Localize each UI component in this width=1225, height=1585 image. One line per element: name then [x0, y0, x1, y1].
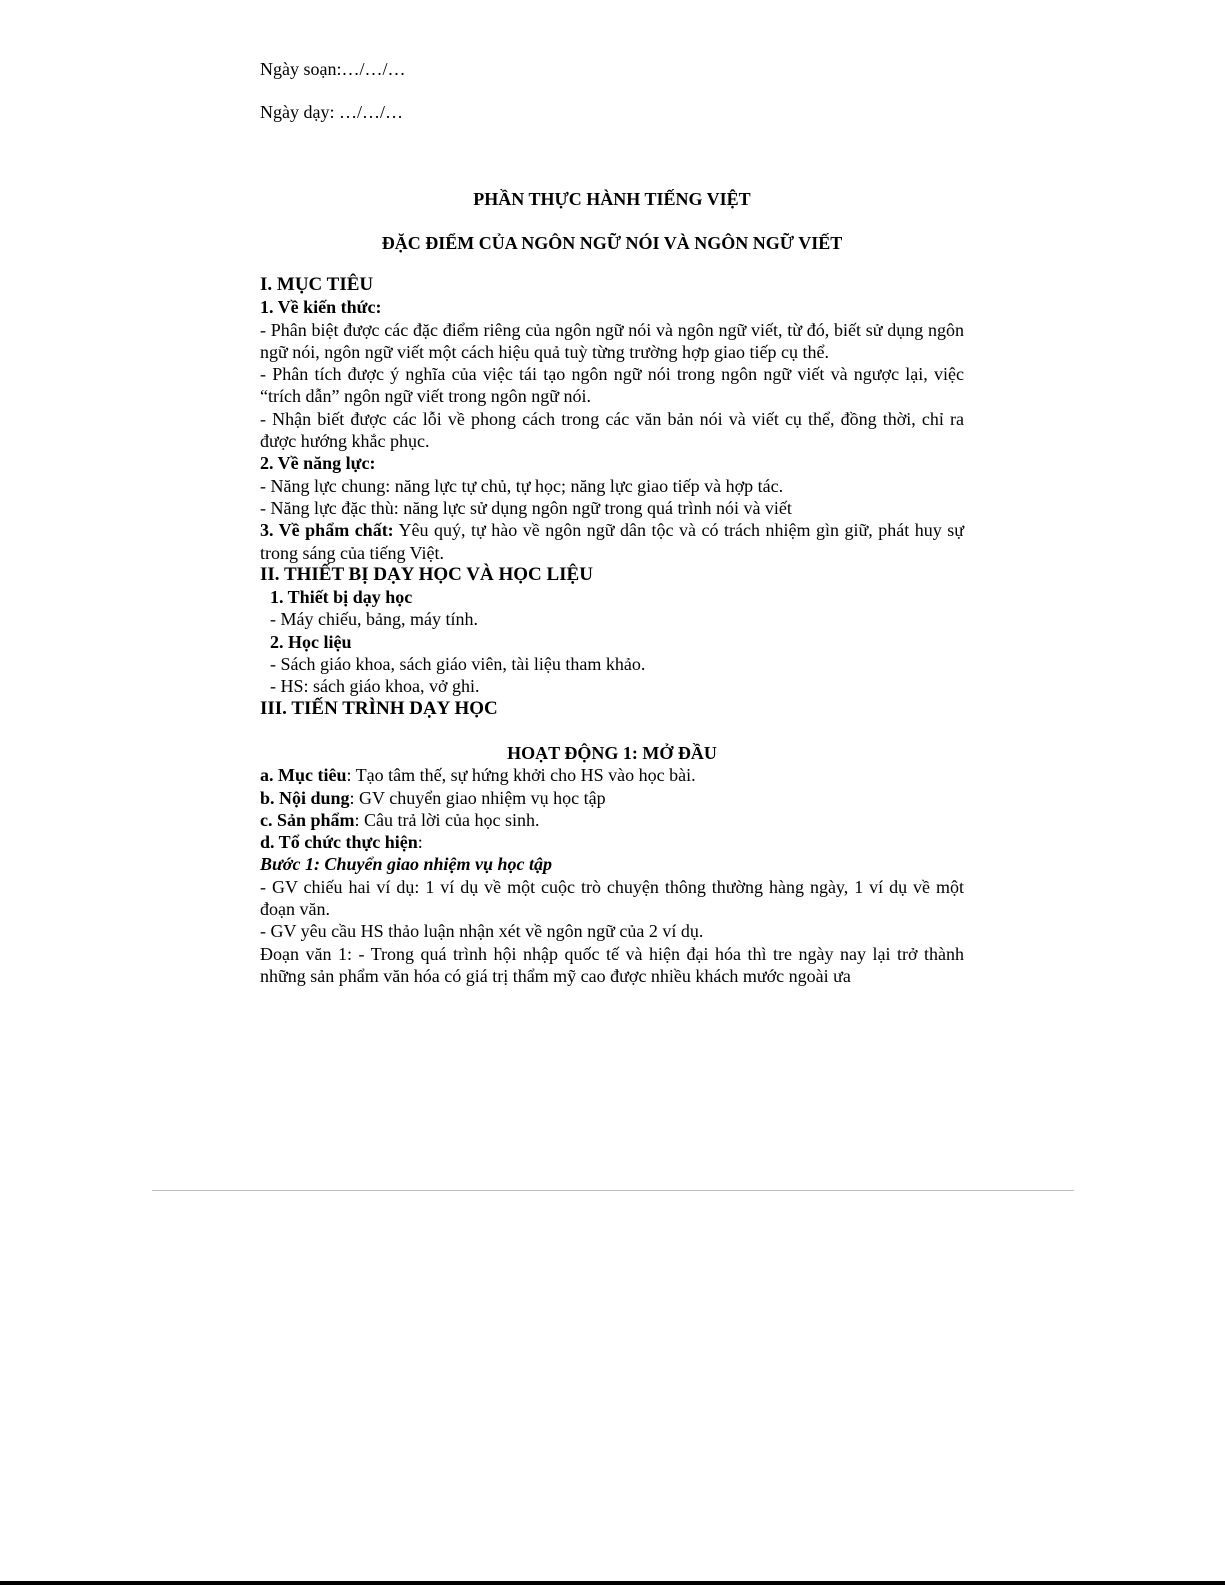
materials-heading: 2. Học liệu [270, 631, 352, 652]
activity-title: HOẠT ĐỘNG 1: MỞ ĐẦU [507, 742, 717, 763]
objective-line [260, 764, 964, 786]
document-body [260, 274, 964, 987]
step-item: - GV yêu cầu HS thảo luận nhận xét về ngôn ngữ của 2 ví dụ. [260, 921, 704, 942]
quality-heading: 3. Về phẩm chất: [260, 520, 394, 541]
lesson-title: ĐẶC ĐIỂM CỦA NGÔN NGỮ NÓI VÀ NGÔN NGỮ VIẾT [381, 233, 843, 253]
section-heading-objectives: I. MỤC TIÊU [260, 274, 374, 295]
page-title: PHẦN THỰC HÀNH TIẾNG VIỆT [473, 189, 751, 209]
page-divider [152, 1190, 1074, 1191]
product-line [260, 809, 964, 831]
organization-label: d. Tổ chức thực hiện [260, 832, 418, 853]
organization-line [260, 831, 964, 853]
content-label: b. Nội dung [260, 787, 350, 808]
step-item: - GV chiếu hai ví dụ: 1 ví dụ về một cuộc trò chuyện thông thường hàng ngày, 1 ví dụ về một đoạn văn. [260, 876, 964, 920]
materials-item: - Sách giáo khoa, sách giáo viên, tài liệu tham khảo. [270, 654, 646, 675]
page-bottom-edge [0, 1581, 1225, 1585]
lesson-prep-date: Ngày soạn:…/…/… [260, 59, 406, 79]
equipment-item: - Máy chiếu, bảng, máy tính. [270, 609, 478, 630]
objective-label: a. Mục tiêu [260, 765, 347, 786]
knowledge-item: - Phân biệt được các đặc điểm riêng của ngôn ngữ nói và ngôn ngữ viết, từ đó, biết sử dụng ngôn ngữ nói, ngôn ngữ viết một cách hiệu quả tuỳ từng trường hợp giao tiếp cụ thể. [260, 319, 964, 362]
lesson-teach-date: Ngày dạy: …/…/… [260, 102, 403, 122]
knowledge-heading: 1. Về kiến thức: [260, 297, 382, 318]
ability-heading: 2. Về năng lực: [260, 453, 376, 474]
content-text: : GV chuyển giao nhiệm vụ học tập [349, 787, 606, 808]
quality-text: Yêu quý, tự hào về ngôn ngữ dân tộc và có trách nhiệm gìn giữ, phát huy sự trong sáng của tiếng Việt. [260, 520, 964, 563]
section-heading-equipment: II. THIẾT BỊ DẠY HỌC VÀ HỌC LIỆU [260, 563, 593, 585]
section-heading-process: III. TIẾN TRÌNH DẠY HỌC [260, 697, 498, 719]
organization-text: : [417, 832, 423, 853]
equipment-heading: 1. Thiết bị dạy học [270, 587, 413, 608]
product-label: c. Sản phẩm [260, 809, 355, 830]
knowledge-item: - Nhận biết được các lỗi về phong cách trong các văn bản nói và viết cụ thể, đồng thời, chỉ ra được hướng khắc phục. [260, 408, 964, 452]
product-text: : Câu trả lời của học sinh. [354, 809, 540, 830]
content-line [260, 787, 964, 809]
materials-item: - HS: sách giáo khoa, vở ghi. [270, 676, 480, 697]
step-item: Đoạn văn 1: - Trong quá trình hội nhập quốc tế và hiện đại hóa thì tre ngày nay lại trở thành những sản phẩm văn hóa có giá trị thẩm mỹ cao được nhiều khách mước ngoài ưa [260, 943, 964, 986]
objective-text: : Tạo tâm thế, sự hứng khởi cho HS vào học bài. [346, 765, 696, 786]
quality-paragraph [260, 519, 964, 564]
ability-item: - Năng lực chung: năng lực tự chủ, tự học; năng lực giao tiếp và hợp tác. [260, 475, 784, 496]
step-heading: Bước 1: Chuyển giao nhiệm vụ học tập [260, 854, 552, 875]
ability-item: - Năng lực đặc thù: năng lực sử dụng ngôn ngữ trong quá trình nói và viết [260, 497, 792, 518]
knowledge-item: - Phân tích được ý nghĩa của việc tái tạo ngôn ngữ nói trong ngôn ngữ viết và ngược lại, việc “trích dẫn” ngôn ngữ viết trong ngôn ngữ nói. [260, 364, 964, 407]
